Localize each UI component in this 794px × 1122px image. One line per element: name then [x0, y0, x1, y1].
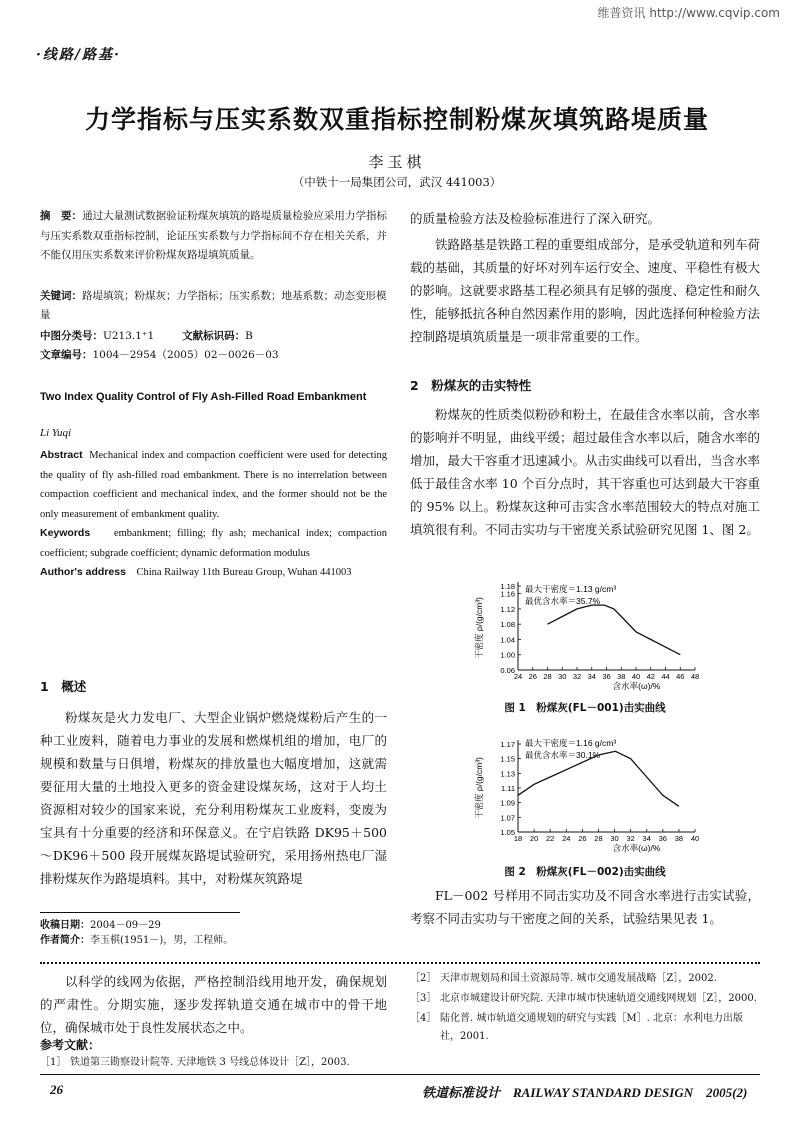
reference-item	[410, 990, 760, 1008]
figure1-y-tick-label: 1.08	[500, 620, 515, 630]
page-title: 力学指标与压实系数双重指标控制粉煤灰填筑路堤质量	[84, 105, 709, 134]
section1-paragraph: 粉煤灰是火力发电厂、大型企业锅炉燃烧煤粉后产生的一种工业废料，随着电力事业的发展和燃煤机组的增加，电厂的规模和数量与日俱增，粉煤灰的排放量也大幅度增加，这就需要征用大量的土地投入更多的资金建设煤灰场，这对于人均土资源相对较少的国家来说，充分利用粉煤灰工业废料，变废为宝具有十分重要的经济和环保意义。在宁启铁路 DK95＋500～DK96＋500 段开展煤灰路堤试验研究，采用扬州热电厂湿排粉煤灰作为路堤填料。其中，对粉煤灰筑路堤	[40, 710, 387, 886]
english-abstract-text: Mechanical index and compaction coefficient were used for detecting the quality of fly ash-filled road embankment. There is no interrelation between compaction coefficient and mechanical index, and the former should not be the only measurement of embankment quality.	[40, 450, 388, 520]
english-abstract-label: Abstract	[40, 449, 83, 461]
figure1-x-tick-label: 24	[513, 672, 523, 681]
figure1-y-tick-label: 1.04	[500, 635, 515, 645]
figure2-x-tick-label: 36	[658, 834, 667, 843]
figure1-x-axis-label: 含水率(ω)/%	[612, 681, 661, 691]
figure2-x-tick-label: 24	[562, 834, 571, 843]
figure1-x-tick-label: 40	[631, 672, 641, 681]
section1-heading: 1 概述	[40, 679, 87, 694]
figure1-x-tick-label: 48	[690, 672, 700, 681]
figure1-y-axis-label: 干密度 ρ/(g/cm³)	[474, 597, 484, 659]
figure2-caption: 图 2 粉煤灰(FL－002)击实曲线	[504, 866, 666, 878]
figure1-x-tick-label: 38	[617, 672, 626, 681]
abstract-cn	[40, 207, 387, 266]
figure1-x-tick-label: 42	[646, 672, 655, 681]
figure1-x-tick-label: 36	[602, 672, 611, 681]
figure2-annotation-2: 最优含水率＝30.1%	[525, 750, 601, 760]
figure1-x-tick-label: 28	[543, 672, 552, 681]
figure2-y-tick-label: 1.15	[500, 754, 515, 764]
english-keywords-label: Keywords	[40, 527, 91, 539]
journal-footer: 铁道标准设计 RAILWAY STANDARD DESIGN 2005(2)	[422, 1085, 748, 1100]
bio-label: 作者简介：	[40, 935, 90, 946]
figure1-y-tick-label: 1.00	[500, 650, 515, 660]
figure2-y-tick-label: 1.17	[500, 740, 515, 749]
reference-text: 天津市规划局和国土资源局等. 城市交通发展战略［Z］，2002.	[440, 973, 717, 984]
reference-item	[410, 1010, 760, 1046]
section2-paragraph: 粉煤灰的性质类似粉砂和粉土，在最佳含水率以前，含水率的影响并不明显，曲线平缓；超过最佳含水率以后，随含水率的增加，最大干容重才迅速减小。从击实曲线可以看出，当含水率低于最佳含水率 10 个百分点时，其干容重也可达到最大干容重的 95% 以上。粉煤灰这种可击实含水率范围较大的特点对施工填筑很有利。不同击实功与干密度关系试验研究见图 1、图 2。	[410, 407, 761, 537]
references-heading: 参考文献：	[40, 1038, 101, 1052]
figure1-x-tick-label: 44	[661, 672, 670, 681]
section-tag: ·线路/路基·	[36, 47, 121, 63]
figure-followup-paragraph: FL－002 号样用不同击实功及不同含水率进行击实试验，考察不同击实功与干密度之间的关系，试验结果见表 1。	[410, 888, 760, 926]
figure2-x-tick-label: 22	[546, 834, 555, 843]
figure1-x-tick-label: 32	[572, 672, 582, 681]
figure1-x-tick-label: 46	[676, 672, 685, 681]
figure2-x-axis-label: 含水率(ω)/%	[612, 843, 661, 853]
english-address-text: China Railway 11th Bureau Group, Wuhan 441003	[136, 567, 352, 578]
reference-number: ［1］	[40, 1057, 67, 1068]
footnote-rule	[40, 912, 240, 913]
keywords-text: 路堤填筑；粉煤灰；力学指标；压实系数；地基系数；动态变形模量	[40, 290, 387, 321]
figure1-y-tick-label: 1.16	[500, 589, 515, 599]
doc-code-value: B	[245, 330, 253, 342]
bottom-left-paragraph: 以科学的线网为依据，严格控制沿线用地开发，确保规划的严肃性。分期实施，逐步发挥轨道交通在城市中的骨干地位，确保城市处于良性发展状态之中。	[40, 974, 387, 1035]
reference-text: 陆化普. 城市轨道交通规划的研究与实践［M］. 北京：水利电力出版社，2001.	[440, 1013, 743, 1042]
figure2-x-tick-label: 20	[529, 834, 539, 843]
section2-heading: 2 粉煤灰的击实特性	[410, 378, 532, 393]
figure1-annotation-2: 最优含水率＝35.7%	[525, 596, 601, 606]
figure2-x-tick-label: 18	[513, 834, 523, 843]
english-title: Two Index Quality Control of Fly Ash-Filled Road Embankment	[40, 391, 367, 403]
figure2-chart	[470, 732, 700, 860]
english-address-label: Author's address	[40, 566, 126, 578]
figure1-annotation-1: 最大干密度＝1.13 g/cm³	[525, 584, 617, 594]
english-author: Li Yuqi	[40, 427, 72, 439]
figure2-annotation-1: 最大干密度＝1.16 g/cm³	[525, 738, 617, 748]
figure1-chart	[470, 578, 700, 698]
figure2-x-tick-label: 28	[594, 834, 603, 843]
abstract-label: 摘 要：	[40, 210, 83, 222]
english-abstract	[40, 446, 387, 583]
figure2-y-tick-label: 1.07	[500, 813, 515, 823]
footnote	[40, 918, 387, 948]
abstract-text: 通过大量测试数据验证粉煤灰填筑的路堤质量检验应采用力学指标与压实系数双重指标控制，论证压实系数与力学指标间不存在相关关系，并不能仅用压实系数来评价粉煤灰路堤填筑质量。	[40, 210, 387, 261]
reference-number: ［2］	[410, 973, 437, 984]
figure1-y-tick-label: 1.18	[500, 582, 515, 591]
figure2-x-tick-label: 34	[642, 834, 651, 843]
figure1-y-tick-label: 1.12	[500, 604, 515, 614]
english-keywords-text: embankment; filling; fly ash; mechanical index; compaction coefficient; subgrade coefficient; dynamic deformation modulus	[40, 528, 388, 559]
bio-text: 李玉棋(1951－)，男，工程师。	[90, 935, 234, 946]
references-left	[40, 1054, 387, 1072]
reference-number: ［4］	[410, 1013, 437, 1024]
figure2-x-tick-label: 26	[578, 834, 587, 843]
reference-item	[40, 1054, 387, 1072]
keywords-label: 关键词：	[40, 290, 82, 302]
figure1-x-tick-label: 30	[558, 672, 567, 681]
article-no-value: 1004－2954（2005）02－0026－03	[92, 349, 279, 361]
figure2-y-tick-label: 1.13	[500, 769, 515, 779]
reference-item	[410, 970, 760, 988]
figure2-x-tick-label: 40	[690, 834, 700, 843]
footer-rule	[40, 1074, 760, 1075]
received-label: 收稿日期：	[40, 920, 90, 931]
right-continued-paragraph: 的质量检验方法及检验标准进行了深入研究。	[410, 211, 661, 226]
figure1-series-line	[548, 605, 681, 655]
figure1-caption: 图 1 粉煤灰(FL－001)击实曲线	[504, 702, 666, 714]
page-number: 26	[50, 1082, 63, 1097]
figure1-x-tick-label: 34	[587, 672, 596, 681]
figure2-y-tick-label: 1.09	[500, 798, 515, 808]
figure2-x-tick-label: 32	[626, 834, 635, 843]
watermark: 维普资讯 http://www.cqvip.com	[597, 6, 780, 20]
article-no-line	[40, 346, 387, 365]
references-right	[410, 970, 760, 1046]
figure2-x-tick-label: 38	[674, 834, 684, 843]
right-paragraph-2: 铁路路基是铁路工程的重要组成部分，是承受轨道和列车荷载的基础，其质量的好坏对列车运行安全、速度、平稳性有极大的影响。这就要求路基工程必须具有足够的强度、稳定性和耐久性，能够抵抗各种自然因素作用的影响，因此选择何种检验方法控制路堤填筑质量是一项非常重要的工作。	[410, 237, 761, 344]
figure1-x-tick-label: 26	[528, 672, 537, 681]
doc-code-label: 文献标识码：	[182, 330, 246, 342]
received-date: 2004－09－29	[90, 920, 161, 931]
author-name: 李玉棋	[368, 153, 426, 171]
figure2-x-tick-label: 30	[610, 834, 619, 843]
reference-text: 北京市城建设计研究院. 天津市城市快速轨道交通线网规划［Z］，2000.	[440, 993, 757, 1004]
figure1-y-tick-label: 0.06	[500, 666, 515, 675]
clc-value: U213.1⁺1	[103, 330, 155, 342]
author-affiliation: （中铁十一局集团公司，武汉 441003）	[292, 175, 502, 189]
figure2-y-tick-label: 1.05	[500, 828, 515, 837]
section-separator	[40, 962, 760, 964]
keywords-cn	[40, 287, 387, 325]
figure2-y-axis-label: 干密度 ρ/(g/cm³)	[474, 757, 484, 819]
clc-line	[40, 327, 387, 346]
article-no-label: 文章编号：	[40, 349, 93, 361]
reference-number: ［3］	[410, 993, 437, 1004]
figure2-y-tick-label: 1.11	[500, 784, 515, 793]
reference-text: 铁道第三勘察设计院等. 天津地铁 3 号线总体设计［Z］，2003.	[70, 1057, 350, 1068]
clc-label: 中图分类号：	[40, 330, 103, 342]
